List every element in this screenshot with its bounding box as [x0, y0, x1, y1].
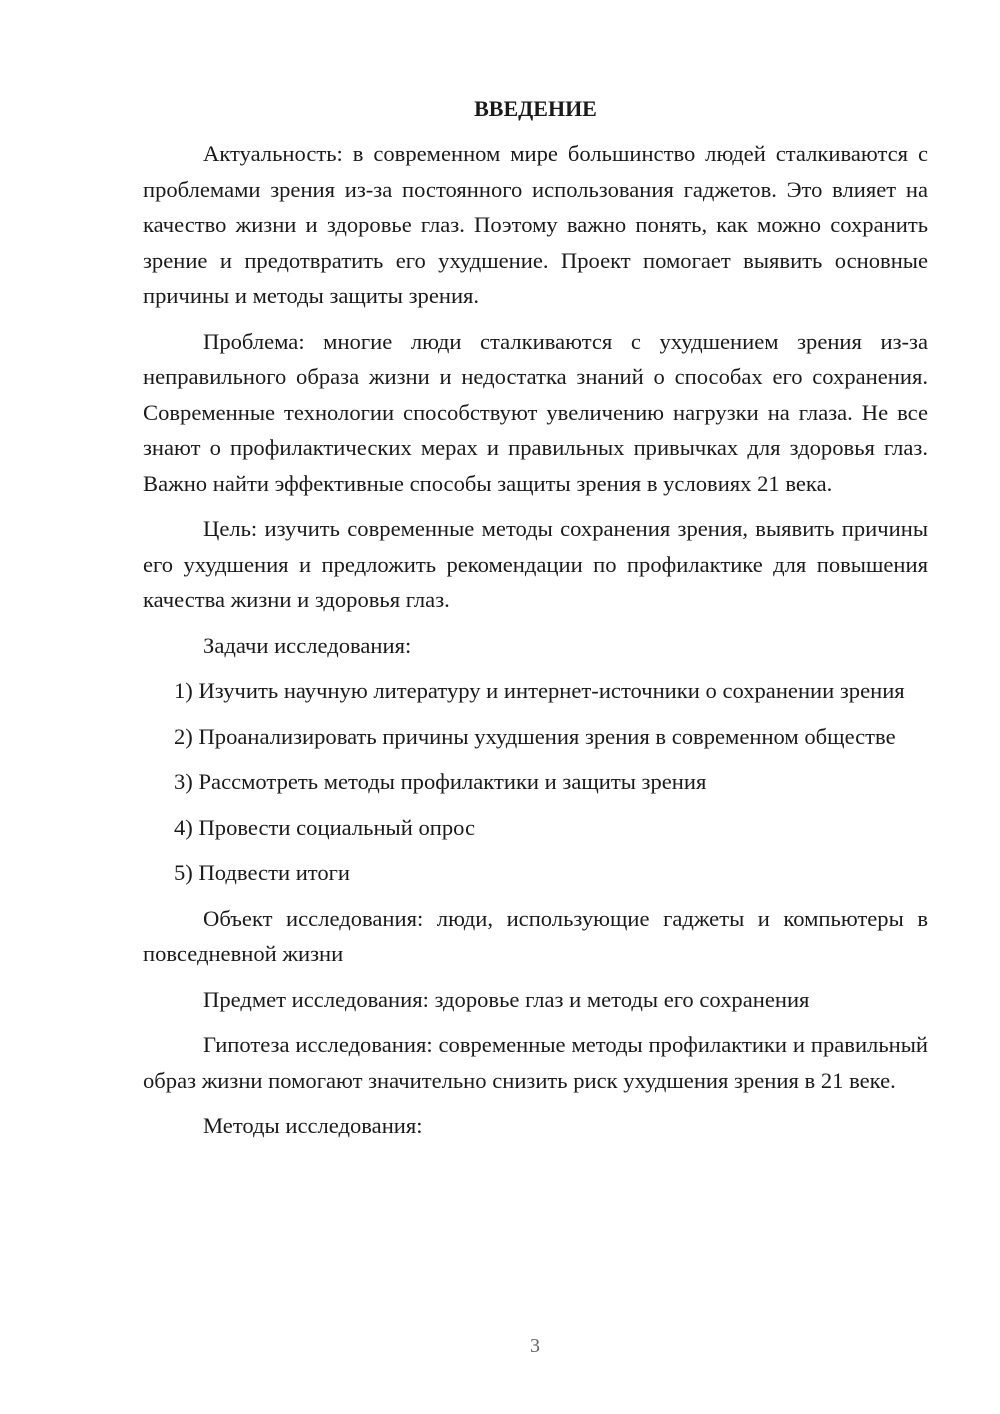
task-item-2: 2) Проанализировать причины ухудшения зрения в современном обществе — [174, 723, 896, 749]
task-item-3: 3) Рассмотреть методы профилактики и защиты зрения — [174, 769, 707, 794]
document-page — [143, 92, 928, 1144]
task-item-1: 1) Изучить научную литературу и интернет-источники о сохранении зрения — [174, 678, 905, 703]
paragraph-hypothesis: Гипотеза исследования: современные методы профилактики и правильный образ жизни помогают значительно снизить риск ухудшения зрения в 21 веке. — [143, 1032, 928, 1093]
paragraph-relevance: Актуальность: в современном мире большинство людей сталкиваются с проблемами зрения из-за постоянного использования гаджетов. Это влияет на качество жизни и здоровье глаз. Поэтому важно понять, как можно сохранить зрение и предотвратить его ухудшение. Проект помогает выявить основные причины и методы защиты зрения. — [143, 141, 928, 308]
task-item-4: 4) Провести социальный опрос — [174, 814, 476, 840]
paragraph-object: Объект исследования: люди, использующие гаджеты и компьютеры в повседневной жизни — [143, 905, 928, 966]
paragraph-tasks-heading: Задачи исследования: — [203, 632, 412, 658]
page-number: 3 — [530, 1335, 540, 1357]
paragraph-problem: Проблема: многие люди сталкиваются с ухудшением зрения из-за неправильного образа жизни и недостатка знаний о способах его сохранения. Современные технологии способствуют увеличению нагрузки на глаза. Не все знают о профилактических мерах и правильных привычках для здоровья глаз. Важно найти эффективные способы защиты зрения в условиях 21 века. — [143, 328, 928, 496]
paragraph-subject: Предмет исследования: здоровье глаз и методы его сохранения — [203, 986, 810, 1012]
task-item-5: 5) Подвести итоги — [174, 860, 351, 885]
paragraph-methods: Методы исследования: — [203, 1113, 423, 1138]
section-title: ВВЕДЕНИЕ — [474, 96, 597, 121]
paragraph-goal: Цель: изучить современные методы сохранения зрения, выявить причины его ухудшения и предложить рекомендации по профилактике для повышения качества жизни и здоровья глаз. — [143, 516, 928, 612]
